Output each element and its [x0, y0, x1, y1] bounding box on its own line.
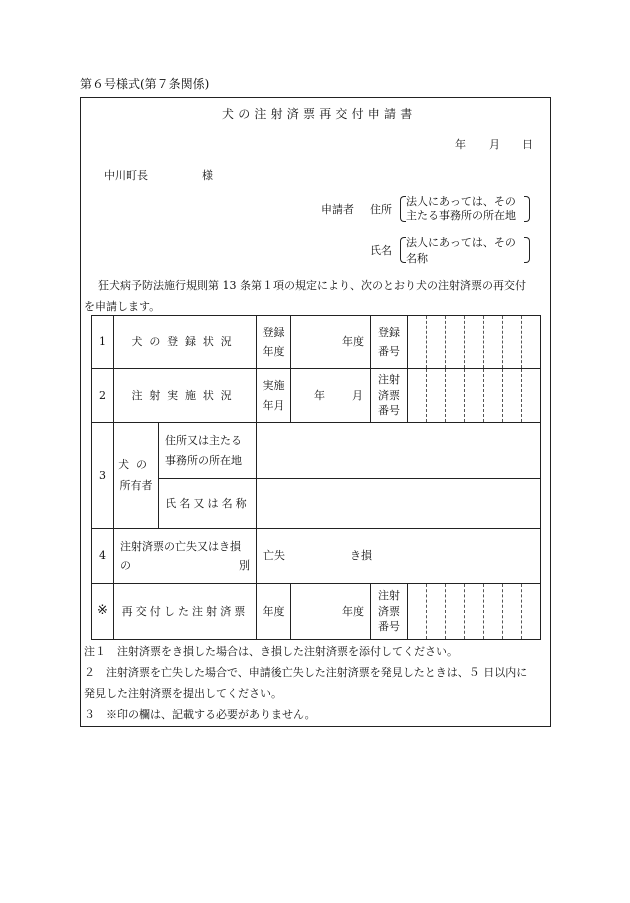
- tag-number-cell[interactable]: [503, 369, 522, 423]
- registration-number-cell[interactable]: [446, 316, 465, 369]
- addressee-name: 中川町長: [104, 169, 148, 182]
- date-month-label: 月: [489, 138, 500, 151]
- address-note-line2: 主たる事務所の所在地: [406, 209, 516, 222]
- body-text-line2: を申請します。: [84, 300, 161, 313]
- owner-name-label: 氏名又は名称: [159, 479, 257, 529]
- table-row: [92, 479, 541, 529]
- right-paren-icon: [524, 196, 530, 222]
- tag-number-label: 注射 済票 番号: [371, 369, 408, 423]
- vaccination-date-value: 年 月: [291, 369, 371, 423]
- addressee-honorific: 様: [202, 169, 213, 182]
- table-row: [92, 584, 541, 640]
- row-number: ※: [92, 584, 114, 640]
- row-number: 2: [92, 369, 114, 423]
- table-row: [92, 529, 541, 584]
- row-item-label: 犬の登録状況: [114, 316, 257, 369]
- registration-number-label: 登録 番号: [371, 316, 408, 369]
- name-note-line2: 名称: [406, 252, 428, 265]
- document-title: 犬の注射済票再交付申請書: [222, 107, 417, 121]
- date-day-label: 日: [522, 138, 533, 151]
- note-2-continued: 発見した注射済票を提出してください。: [84, 687, 282, 700]
- table-row: [92, 316, 541, 369]
- registration-number-cell[interactable]: [503, 316, 522, 369]
- registration-number-cell[interactable]: [427, 316, 446, 369]
- reissued-tag-number-cell[interactable]: [484, 584, 503, 640]
- table-row: [92, 423, 541, 479]
- reissued-year-value: 年度: [291, 584, 371, 640]
- registration-year-label: 登録 年度: [257, 316, 291, 369]
- reissued-tag-number-cell[interactable]: [408, 584, 427, 640]
- owner-name-field[interactable]: [257, 479, 541, 529]
- applicant-label: 申請者: [321, 203, 354, 216]
- row-number: 4: [92, 529, 114, 584]
- date-year-label: 年: [455, 138, 466, 151]
- note-3: ３ ※印の欄は、記載する必要がありません。: [84, 708, 316, 721]
- loss-damage-label: 注射済票の亡失又はき損 の 別: [114, 529, 257, 584]
- row-item-label: 注射実施状況: [114, 369, 257, 423]
- registration-number-cell[interactable]: [522, 316, 541, 369]
- body-text-line1: 狂犬病予防法施行規則第 13 条第１項の規定により、次のとおり犬の注射済票の再交付: [98, 279, 526, 292]
- name-note-line1: 法人にあっては、その: [406, 236, 516, 249]
- tag-number-cell[interactable]: [522, 369, 541, 423]
- registration-year-value: 年度: [291, 316, 371, 369]
- reissued-year-label: 年度: [257, 584, 291, 640]
- owner-address-field[interactable]: [257, 423, 541, 479]
- address-note-line1: 法人にあっては、その: [406, 195, 516, 208]
- registration-number-cell[interactable]: [408, 316, 427, 369]
- note-1: 注１ 注射済票をき損した場合は、き損した注射済票を添付してください。: [84, 645, 458, 658]
- row-item-label: 再交付した注射済票: [114, 584, 257, 640]
- option-lost[interactable]: 亡失: [263, 549, 286, 563]
- reissued-tag-number-cell[interactable]: [446, 584, 465, 640]
- tag-number-cell[interactable]: [465, 369, 484, 423]
- reissued-tag-number-cell[interactable]: [522, 584, 541, 640]
- loss-damage-options[interactable]: [257, 529, 541, 584]
- owner-label: 犬の 所有者: [114, 423, 159, 529]
- tag-number-cell[interactable]: [408, 369, 427, 423]
- application-table: [91, 315, 541, 640]
- row-number: 3: [92, 423, 114, 529]
- applicant-name-label: 氏名: [370, 244, 392, 257]
- tag-number-cell[interactable]: [446, 369, 465, 423]
- table-row: [92, 369, 541, 423]
- tag-number-cell[interactable]: [484, 369, 503, 423]
- note-2: ２ 注射済票を亡失した場合で、申請後亡失した注射済票を発見したときは、５ 日以内に: [84, 666, 528, 679]
- row-number: 1: [92, 316, 114, 369]
- registration-number-cell[interactable]: [465, 316, 484, 369]
- tag-number-cell[interactable]: [427, 369, 446, 423]
- applicant-address-label: 住所: [370, 203, 392, 216]
- vaccination-date-label: 実施 年月: [257, 369, 291, 423]
- reissued-tag-number-cell[interactable]: [503, 584, 522, 640]
- registration-number-cell[interactable]: [484, 316, 503, 369]
- reissued-tag-number-label: 注射 済票 番号: [371, 584, 408, 640]
- form-label: 第６号様式(第７条関係): [80, 77, 210, 91]
- reissued-tag-number-cell[interactable]: [427, 584, 446, 640]
- option-damaged[interactable]: き損: [350, 549, 373, 563]
- reissued-tag-number-cell[interactable]: [465, 584, 484, 640]
- right-paren-icon: [524, 237, 530, 263]
- owner-address-label: 住所又は主たる 事務所の所在地: [159, 423, 257, 479]
